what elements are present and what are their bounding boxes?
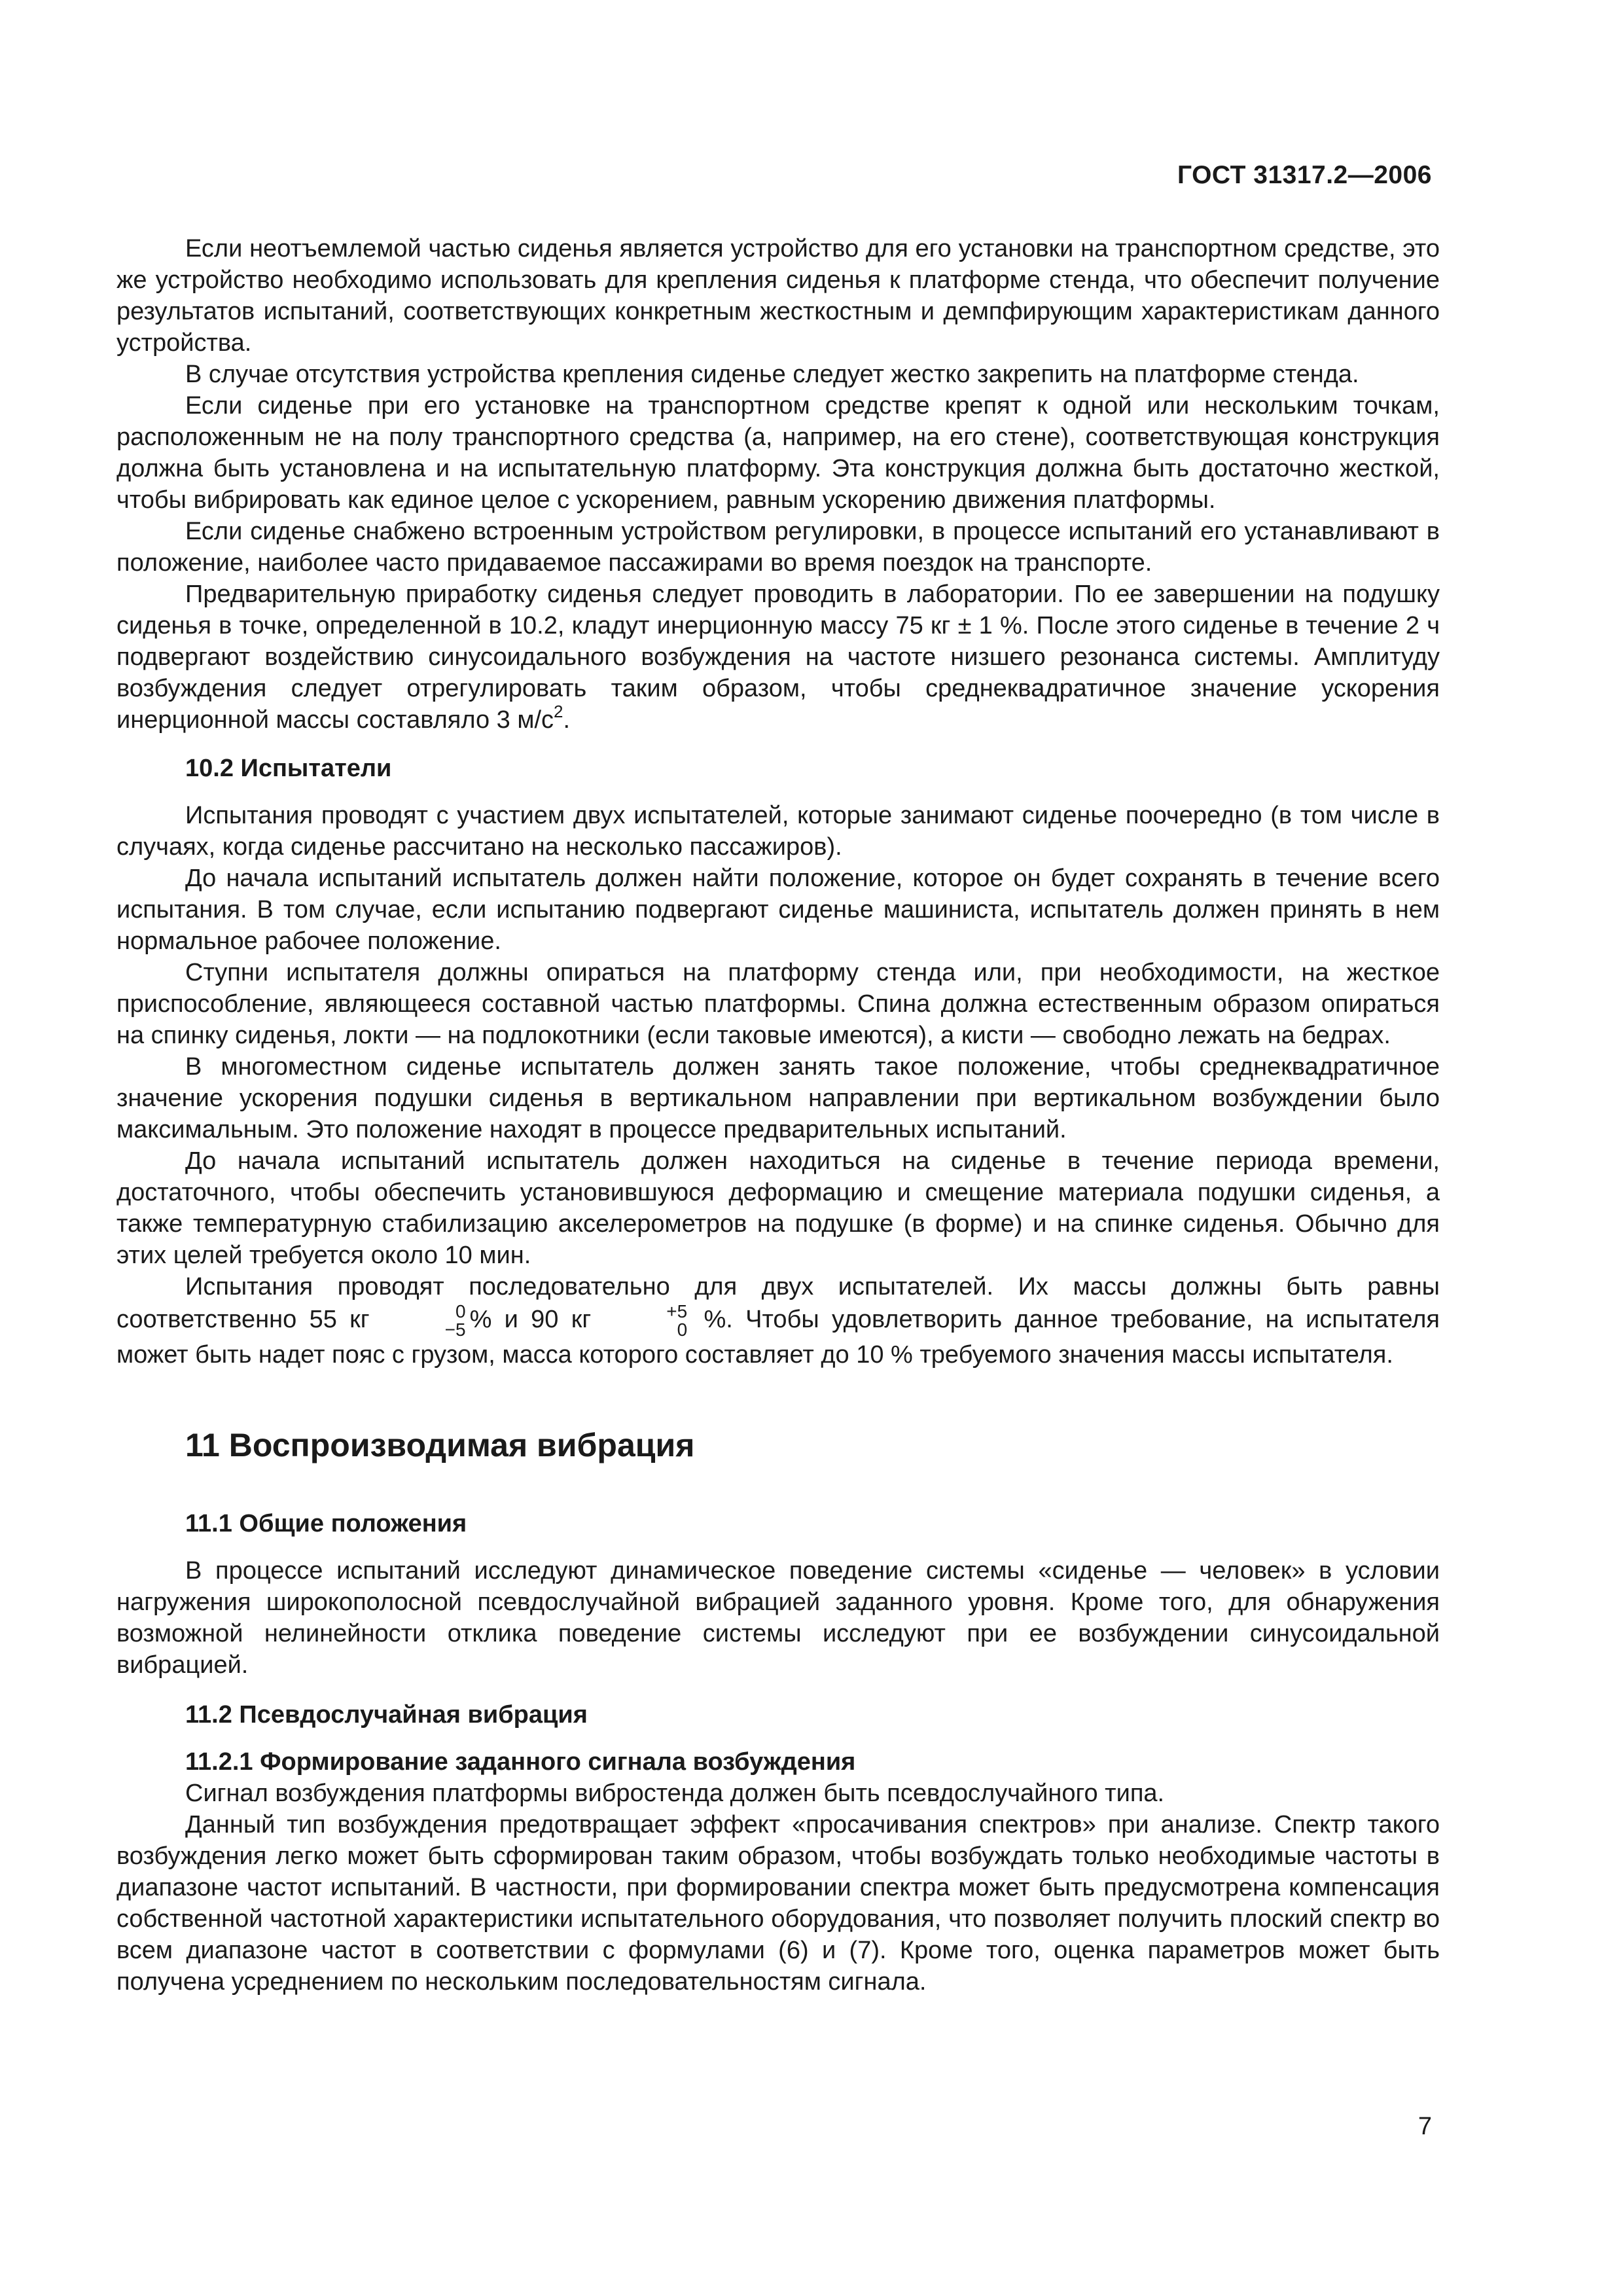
paragraph: Сигнал возбуждения платформы вибростенда должен быть псевдослучайного типа. [185, 1780, 1165, 1807]
paragraph: В многоместном сиденье испытатель должен занять такое положение, чтобы среднеквадратичное значение ускорения подушки сиденья в вертикальном направлении при вертикальном возбуждении было максимальным. Это положение находят в процессе предварительных испытаний. [116, 1053, 1440, 1143]
page-number: 7 [1418, 2113, 1432, 2140]
paragraph: Ступни испытателя должны опираться на платформу стенда или, при необходимости, на жесткое приспособление, являющееся составной частью платформы. Спина должна естественным образом опираться на спинку сиденья, локти — на подлокотники (если таковые имеются), а кисти — свободно лежать на бедрах. [116, 959, 1440, 1049]
paragraph: В случае отсутствия устройства крепления сиденье следует жестко закрепить на платформе стенда. [185, 361, 1359, 388]
section-heading-11: 11 Воспроизводимая вибрация [185, 1427, 695, 1463]
section-heading-11-1: 11.1 Общие положения [185, 1510, 467, 1537]
paragraph-with-superscript [116, 579, 1440, 736]
tolerance-55kg [376, 1302, 466, 1339]
period: . [563, 706, 571, 734]
section-heading-10-2: 10.2 Испытатели [185, 755, 392, 782]
paragraph: Данный тип возбуждения предотвращает эффект «просачивания спектров» при анализе. Спектр такого возбуждения легко может быть сформирован таким образом, чтобы возбуждать только необходимые частоты в диапазоне частот испытаний. В частности, при формировании спектра может быть предусмотрена компенсация собственной частотной характеристики испытательного оборудования, что позволяет получить плоский спектр во всем диапазоне частот в соответствии с формулами (6) и (7). Кроме того, оценка параметров может быть получена усреднением по нескольким последовательностям сигнала. [116, 1811, 1440, 1996]
paragraph: До начала испытаний испытатель должен найти положение, которое он будет сохранять в течение всего испытания. В том случае, если испытанию подвергают сиденье машиниста, испытатель должен принять в нем нормальное рабочее положение. [116, 865, 1440, 955]
paragraph: Если сиденье при его установке на транспортном средстве крепят к одной или нескольким точкам, расположенным не на полу транспортного средства (а, например, на его стене), соответствующая конструкция должна быть установлена и на испытательную платформу. Эта конструкция должна быть достаточно жесткой, чтобы вибрировать как единое целое с ускорением, равным ускорению движения платформы. [116, 392, 1440, 514]
section-heading-11-2: 11.2 Псевдослучайная вибрация [185, 1701, 588, 1729]
document-id-header: ГОСТ 31317.2—2006 [1177, 161, 1432, 189]
section-heading-11-2-1: 11.2.1 Формирование заданного сигнала возбуждения [185, 1748, 856, 1776]
paragraph-text: Предварительную приработку сиденья следует проводить в лаборатории. По ее завершении на подушку сиденья в точке, определенной в 10.2, кладут инерционную массу 75 кг ± 1 %. После этого сиденье в течение 2 ч подвергают воздействию синусоидального возбуждения на частоте низшего резонанса системы. Амплитуду возбуждения следует отрегулировать таким образом, чтобы среднеквадратичное значение ускорения инерционной массы составляло 3 м/с [116, 581, 1440, 734]
paragraph-text: % и 90 кг [469, 1306, 592, 1334]
paragraph-text: Испытания проводят последовательно для двух испытателей. Их массы должны быть равны соответственно 55 кг [116, 1273, 1440, 1334]
superscript: 2 [554, 702, 563, 721]
paragraph-text: %. Чтобы удовлетворить данное требование, на испытателя может быть надет пояс с грузом, масса которого составляет до 10 % требуемого значения массы испытателя. [116, 1306, 1440, 1369]
tolerance-90kg [597, 1302, 687, 1339]
paragraph: До начала испытаний испытатель должен находиться на сиденье в течение периода времени, достаточного, чтобы обеспечить установившуюся деформацию и смещение материала подушки сиденья, а также температурную стабилизацию акселерометров на подушке (в форме) и на спинке сиденья. Обычно для этих целей требуется около 10 мин. [116, 1147, 1440, 1269]
paragraph: Если сиденье снабжено встроенным устройством регулировки, в процессе испытаний его устанавливают в положение, наиболее часто придаваемое пассажирами во время поездок на транспорте. [116, 518, 1440, 577]
tolerance-lower: 0 [677, 1319, 688, 1340]
tolerance-upper: 0 [455, 1301, 466, 1321]
paragraph: В процессе испытаний исследуют динамическое поведение системы «сиденье — человек» в условии нагружения широкополосной псевдослучайной вибрацией заданного уровня. Кроме того, для обнаружения возможной нелинейности отклика поведение системы исследуют при ее возбуждении синусоидальной вибрацией. [116, 1557, 1440, 1679]
tolerance-lower: −5 [444, 1319, 466, 1340]
paragraph: Испытания проводят с участием двух испытателей, которые занимают сиденье поочередно (в том числе в случаях, когда сиденье рассчитано на несколько пассажиров). [116, 802, 1440, 861]
page-content [116, 233, 1440, 1998]
mass-tolerance-paragraph [116, 1271, 1440, 1371]
tolerance-upper: +5 [666, 1301, 688, 1321]
paragraph: Если неотъемлемой частью сиденья является устройство для его установки на транспортном средстве, это же устройство необходимо использовать для крепления сиденья к платформе стенда, что обеспечит получение результатов испытаний, соответствующих конкретным жесткостным и демпфирующим характеристикам данного устройства. [116, 235, 1440, 357]
